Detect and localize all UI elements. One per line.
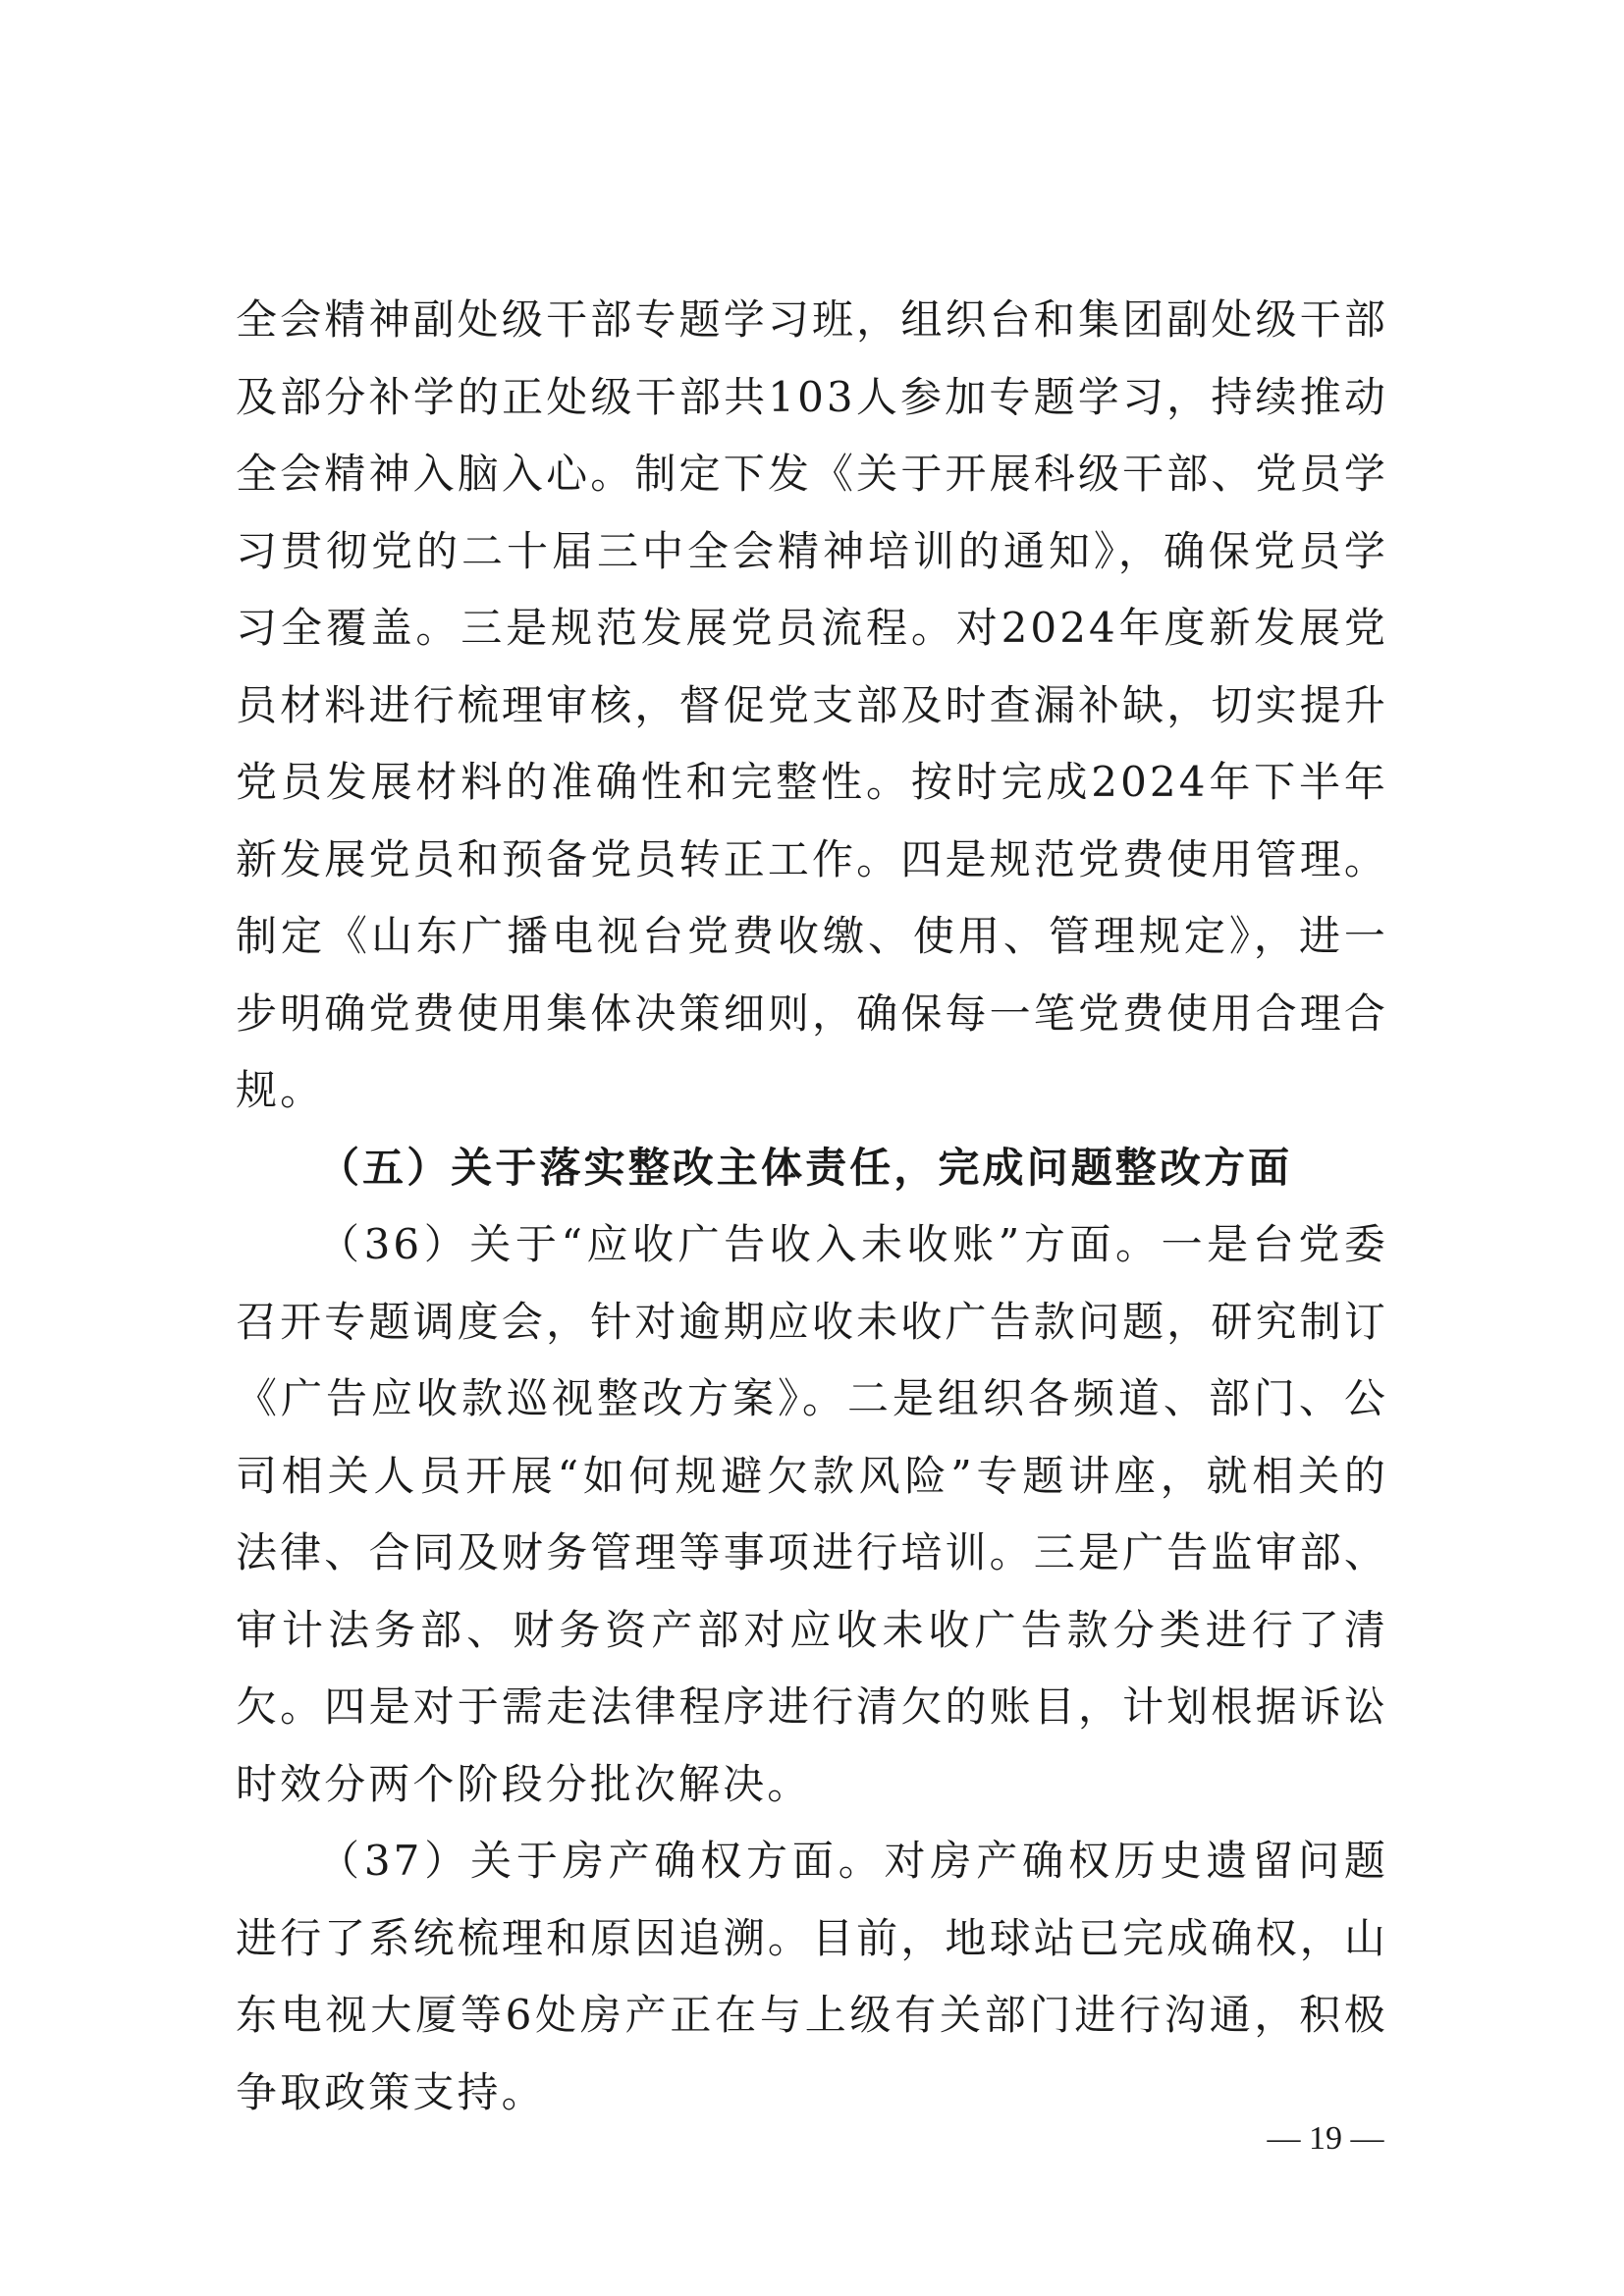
page-number: — 19 —	[1267, 2120, 1384, 2157]
section-heading: （五）关于落实整改主体责任，完成问题整改方面	[318, 1143, 1293, 1192]
item-36-paragraph: （36）关于“应收广告收入未收账”方面。一是台党委召开专题调度会，针对逾期应收未收广告款问题，研究制订《广告应收款巡视整改方案》。二是组织各频道、部门、公司相关人员开展“如何规避欠款风险”专题讲座，就相关的法律、合同及财务管理等事项进行培训。三是广告监审部、审计法务部、财务资产部对应收未收广告款分类进行了清欠。四是对于需走法律程序进行清欠的账目，计划根据诉讼时效分两个阶段分批次解决。	[236, 1220, 1388, 1808]
body-text	[236, 282, 1388, 2131]
item-37-paragraph: （37）关于房产确权方面。对房产确权历史遗留问题进行了系统梳理和原因追溯。目前，地球站已完成确权，山东电视大厦等6处房产正在与上级有关部门进行沟通，积极争取政策支持。	[236, 1837, 1388, 2116]
continued-paragraph: 全会精神副处级干部专题学习班，组织台和集团副处级干部及部分补学的正处级干部共103人参加专题学习，持续推动全会精神入脑入心。制定下发《关于开展科级干部、党员学习贯彻党的二十届三中全会精神培训的通知》，确保党员学习全覆盖。三是规范发展党员流程。对2024年度新发展党员材料进行梳理审核，督促党支部及时查漏补缺，切实提升党员发展材料的准确性和完整性。按时完成2024年下半年新发展党员和预备党员转正工作。四是规范党费使用管理。制定《山东广播电视台党费收缴、使用、管理规定》，进一步明确党费使用集体决策细则，确保每一笔党费使用合理合规。	[236, 295, 1388, 1114]
